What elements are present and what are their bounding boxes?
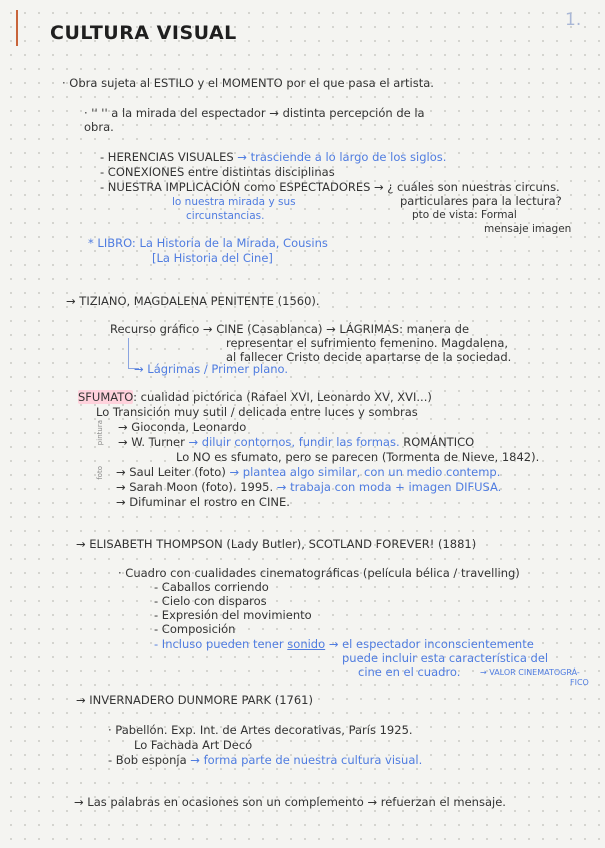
- note-line: particulares para la lectura?: [400, 194, 562, 208]
- note-text: - HERENCIAS VISUALES: [100, 150, 234, 164]
- note-annotation: → forma parte de nuestra cultura visual.: [190, 753, 423, 767]
- note-annotation: - Incluso pueden tener: [154, 637, 284, 651]
- note-annotation: → diluir contornos, fundir las formas.: [188, 435, 400, 449]
- note-annotation: → VALOR CINEMATOGRÁ-: [480, 668, 580, 677]
- note-line: mensaje imagen: [484, 223, 572, 235]
- note-text: → Saul Leiter (foto): [116, 465, 226, 479]
- note-line: - NUESTRA IMPLICACIÓN como ESPECTADORES: [100, 180, 371, 194]
- note-annotation: cine en el cuadro.: [358, 665, 461, 679]
- note-line: · '' '' a la mirada del espectador → distinta percepción de la: [84, 106, 425, 120]
- note-text: → Sarah Moon (foto). 1995.: [116, 480, 274, 494]
- section-heading: → INVERNADERO DUNMORE PARK (1761): [76, 693, 313, 707]
- side-label: pintura: [96, 420, 104, 446]
- book-reference: * LIBRO: La Historia de la Mirada, Cousins: [88, 236, 328, 250]
- note-line: - CONEXIONES entre distintas disciplinas: [100, 165, 335, 179]
- book-reference: [La Historia del Cine]: [152, 251, 273, 265]
- note-line: → ¿ cuáles son nuestras circuns.: [374, 180, 560, 194]
- note-line: [100, 150, 446, 164]
- note-line: - Caballos corriendo: [154, 580, 269, 594]
- note-line: · Cuadro con cualidades cinematográficas (película bélica / travelling): [118, 566, 520, 580]
- note-line: → Las palabras en ocasiones son un complemento → refuerzan el mensaje.: [74, 795, 506, 809]
- note-line: [118, 435, 474, 449]
- page-number: 1.: [565, 10, 582, 30]
- note-annotation: FICO: [570, 678, 589, 687]
- note-line: - Cielo con disparos: [154, 594, 267, 608]
- note-line: representar el sufrimiento femenino. Magdalena,: [226, 336, 509, 350]
- section-heading: → TIZIANO, MAGDALENA PENITENTE (1560).: [66, 294, 320, 308]
- note-annotation: lo nuestra mirada y sus: [172, 196, 296, 208]
- note-line: obra.: [84, 120, 114, 134]
- note-text: : cualidad pictórica (Rafael XVI, Leonardo XV, XVI...): [133, 390, 432, 404]
- section-heading: [78, 390, 432, 404]
- margin-line: [16, 10, 18, 46]
- note-annotation: → trabaja con moda + imagen DIFUSA.: [276, 480, 502, 494]
- note-line: [116, 480, 501, 494]
- note-line: [116, 465, 500, 479]
- note-text: ROMÁNTICO: [403, 435, 475, 449]
- page-title: CULTURA VISUAL: [50, 22, 237, 44]
- note-line: - Composición: [154, 622, 236, 636]
- note-line: Lo Fachada Art Decó: [134, 738, 253, 752]
- side-label: foto: [96, 466, 104, 480]
- note-line: Lo NO es sfumato, pero se parecen (Tormenta de Nieve, 1842).: [176, 450, 540, 464]
- note-line: Recurso gráfico → CINE (Casablanca) → LÁGRIMAS: manera de: [110, 322, 470, 336]
- note-line: - Expresión del movimiento: [154, 608, 312, 622]
- note-line: al fallecer Cristo decide apartarse de la sociedad.: [226, 350, 512, 364]
- note-line: pto de vista: Formal: [412, 209, 517, 221]
- note-line: → Gioconda, Leonardo: [118, 420, 247, 434]
- note-text: - Bob esponja: [108, 753, 187, 767]
- note-annotation: puede incluir esta característica del: [342, 651, 549, 665]
- note-text: → W. Turner: [118, 435, 185, 449]
- note-line: [108, 753, 422, 767]
- note-line: · Obra sujeta al ESTILO y el MOMENTO por el que pasa el artista.: [62, 76, 434, 90]
- note-line: · Pabellón. Exp. Int. de Artes decorativas, París 1925.: [108, 723, 413, 737]
- highlighted-term: SFUMATO: [78, 390, 134, 404]
- underlined-term: sonido: [287, 637, 326, 651]
- note-annotation: → el espectador inconscientemente: [328, 637, 534, 651]
- note-line: [154, 637, 534, 651]
- section-heading: → ELISABETH THOMPSON (Lady Butler), SCOTLAND FOREVER! (1881): [76, 537, 477, 551]
- note-line: → Difuminar el rostro en CINE.: [116, 495, 290, 509]
- note-annotation: circunstancias.: [186, 210, 265, 222]
- note-annotation: → plantea algo similar, con un medio contemp.: [229, 465, 501, 479]
- note-annotation: → trasciende a lo largo de los siglos.: [237, 150, 447, 164]
- note-annotation: → Lágrimas / Primer plano.: [134, 362, 289, 376]
- note-line: Lo Transición muy sutil / delicada entre luces y sombras: [96, 405, 418, 419]
